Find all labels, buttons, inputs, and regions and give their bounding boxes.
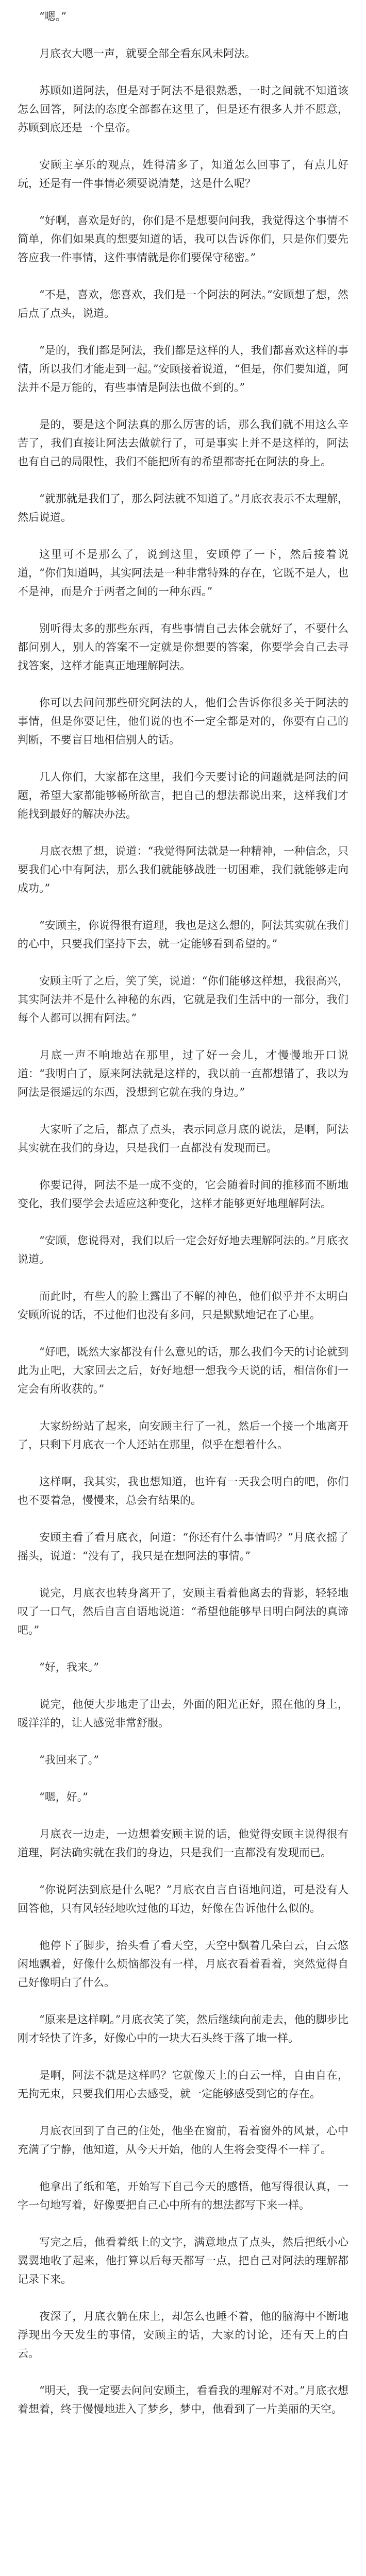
article-paragraph: 安顾主听了之后，笑了笑，说道：“你们能够这样想，我很高兴，其实阿法并不是什么神秘的东西，它就是我们生活中的一部分，我们每个人都可以拥有阿法。” — [18, 975, 348, 1024]
paragraph-gap — [18, 953, 348, 972]
article-paragraph: “你说阿法到底是什么呢？”月底衣自言自语地问道，可是没有人回答他，只有风轻轻地吹过他的耳边，好像在告诉他什么似的。 — [18, 1884, 348, 1914]
article-paragraph: 大家听了之后，都点了点头，表示同意月底的说法，是啊，阿法其实就在我们的身边，只是我们一直都没有发现而已。 — [18, 1123, 348, 1154]
article-paragraph: 写完之后，他看着纸上的文字，满意地点了点头，然后把纸小心翼翼地收了起来，他打算以后每天都写一点，把自己对阿法的理解都记录下来。 — [18, 2236, 348, 2285]
paragraph-gap — [18, 2289, 348, 2307]
paragraph-gap — [18, 1732, 348, 1751]
paragraph-gap — [18, 601, 348, 619]
article-paragraph: 苏顾如道阿法，但是对于阿法不是很熟悉，一时之间就不知道该怎么回答，阿法的态度全部都在这里了，但是还有很多人并不愿意，苏顾到底还是一个皇帝。 — [18, 84, 348, 134]
article-paragraph: “安顾主，你说得很有道理，我也是这么想的，阿法其实就在我们的心中，只要我们坚持下去，就一定能够看到希望的。” — [18, 919, 348, 950]
paragraph-gap — [18, 2159, 348, 2177]
article-paragraph: “好，我来。” — [39, 1661, 99, 1673]
paragraph-gap — [18, 1862, 348, 1880]
article-paragraph: 你要记得，阿法不是一成不变的，它会随着时间的推移而不断地变化，我们要学会去适应这种变化，这样才能够更好地理解阿法。 — [18, 1179, 348, 1210]
paragraph-gap — [18, 63, 348, 81]
paragraph-gap — [18, 1157, 348, 1176]
article-paragraph: “安顾，您说得对，我们以后一定会好好地去理解阿法的。”月底衣说道。 — [18, 1234, 348, 1265]
paragraph-gap — [18, 823, 348, 842]
article-paragraph: “明天，我一定要去问问安顾主，看看我的理解对不对。”月底衣想着想着，终于慢慢地进入了梦乡，梦中，他看到了一片美丽的天空。 — [18, 2384, 348, 2415]
paragraph-gap — [18, 1992, 348, 2010]
article-paragraph: 他拿出了纸和笔，开始写下自己今天的感悟，他写得很认真，一字一句地写着，好像要把自己心中所有的想法都写下来一样。 — [18, 2180, 348, 2211]
article-paragraph: 月底衣一边走，一边想着安顾主说的话，他觉得安顾主说得很有道理，阿法确实就在我们的身边，只是我们一直都没有发现而已。 — [18, 1828, 348, 1859]
paragraph-gap — [18, 527, 348, 545]
paragraph-gap — [18, 397, 348, 415]
article-paragraph: “是的，我们都是阿法，我们都是这样的人，我们都喜欢这样的事情，所以我们才能走到一起。”安顾接着说道，“但是，你们要知道，阿法并不是万能的，有些事情是阿法也做不到的。” — [18, 344, 348, 394]
article-paragraph: “嗯。” — [39, 10, 66, 23]
paragraph-gap — [18, 471, 348, 489]
paragraph-gap — [18, 2103, 348, 2122]
paragraph-gap — [18, 1510, 348, 1528]
paragraph-gap — [18, 267, 348, 285]
article-paragraph: 说完，他便大步地走了出去，外面的阳光正好，照在他的身上，暖洋洋的，让人感觉非常舒服。 — [18, 1698, 348, 1729]
article-paragraph: 夜深了，月底衣躺在床上，却怎么也睡不着，他的脑海中不断地浮现出今天发生的事情，安顾主的话，大家的讨论，还有天上的白云。 — [18, 2310, 348, 2360]
article-paragraph: 大家纷纷站了起来，向安顾主行了一礼，然后一个接一个地离开了，只剩下月底衣一个人还站在那里，似乎在想着什么。 — [18, 1420, 348, 1451]
paragraph-gap — [18, 137, 348, 156]
paragraph-gap — [18, 1769, 348, 1788]
article-paragraph: 他停下了脚步，抬头看了看天空，天空中飘着几朵白云，白云悠闲地飘着，好像什么烦恼都没有一样，月底衣看着看着，突然觉得自己好像明白了什么。 — [18, 1939, 348, 1989]
paragraph-gap — [18, 1639, 348, 1658]
paragraph-gap — [18, 2047, 348, 2066]
article-paragraph: “好吧，既然大家都没有什么意见的话，那么我们今天的讨论就到此为止吧，大家回去之后，好好地想一想我今天说的话，相信你们一定会有所收获的。” — [18, 1346, 348, 1395]
article-paragraph: 说完，月底衣也转身离开了，安顾主看着他离去的背影，轻轻地叹了一口气，然后自言自语地说道：“希望他能够早日明白阿法的真谛吧。” — [18, 1587, 348, 1636]
paragraph-gap — [18, 1806, 348, 1825]
article-paragraph: “就那就是我们了，那么阿法就不知道了。”月底衣表示不太理解，然后说道。 — [18, 493, 348, 523]
paragraph-gap — [18, 1101, 348, 1120]
article-paragraph: 月底衣大嗯一声，就要全部全看东风未阿法。 — [39, 47, 256, 60]
paragraph-gap — [18, 1324, 348, 1343]
paragraph-gap — [18, 1918, 348, 1936]
article-paragraph: 是啊，阿法不就是这样吗？它就像天上的白云一样，自由自在，无拘无束，只要我们用心去感受，就一定能够感受到它的存在。 — [18, 2069, 348, 2100]
paragraph-gap — [18, 675, 348, 693]
article-paragraph: 这样啊，我其实，我也想知道，也许有一天我会明白的吧，你们也不要着急，慢慢来，总会有结果的。 — [18, 1476, 348, 1506]
paragraph-gap — [18, 1213, 348, 1231]
article-paragraph: 安顾主享乐的观点，姓得清多了，知道怎么回事了，有点儿好玩，还是有一件事情必须要说清楚，这是什么呢？ — [18, 159, 348, 190]
paragraph-gap — [18, 2214, 348, 2233]
paragraph-gap — [18, 1454, 348, 1472]
article-paragraph: 月底衣回到了自己的住处，他坐在窗前，看着窗外的风景，心中充满了宁静，他知道，从今天开始，他的人生将会变得不一样了。 — [18, 2125, 348, 2156]
paragraph-gap — [18, 1676, 348, 1695]
paragraph-gap — [18, 1398, 348, 1417]
article-paragraph: “不是，喜欢，您喜欢，我们是一个阿法的阿法。”安顾想了想，然后点了点头，说道。 — [18, 289, 348, 319]
article-paragraph: “原来是这样啊。”月底衣笑了笑，然后继续向前走去，他的脚步比刚才轻快了许多，好像心中的一块大石头终于落了地一样。 — [18, 2013, 348, 2044]
paragraph-gap — [18, 1027, 348, 1046]
article-paragraph: 别听得太多的那些东西，有些事情自己去体会就好了，不要什么都问别人，别人的答案不一定就是你想要的答案，你要学会自己去寻找答案，这样才能真正地理解阿法。 — [18, 622, 348, 672]
article-paragraph: 这里可不是那么了，说到这里，安顾停了一下，然后接着说道，“你们知道吗，其实阿法是一种非常特殊的存在，它既不是人，也不是神，而是介于两者之间的一种东西。” — [18, 548, 348, 598]
paragraph-gap — [18, 1565, 348, 1584]
paragraph-gap — [18, 323, 348, 341]
article-paragraph: 月底一声不响地站在那里，过了好一会儿，才慢慢地开口说道：“我明白了，原来阿法就是这样的，我以前一直都想错了，我以为阿法是很遥远的东西，没想到它就在我的身边。” — [18, 1049, 348, 1098]
article-paragraph: 而此时，有些人的脸上露出了不解的神色，他们似乎并不太明白安顾所说的话，不过他们也没有多问，只是默默地记在了心里。 — [18, 1290, 348, 1321]
paragraph-gap — [18, 2363, 348, 2381]
paragraph-gap — [18, 26, 348, 44]
paragraph-gap — [18, 749, 348, 768]
article-paragraph: 你可以去问问那些研究阿法的人，他们会告诉你很多关于阿法的事情，但是你要记住，他们说的也不一定全都是对的，你要有自己的判断，不要盲目地相信别人的话。 — [18, 697, 348, 746]
article-paragraph: “我回来了。” — [39, 1754, 99, 1766]
paragraph-gap — [18, 1268, 348, 1287]
article-paragraph: “嗯，好。” — [39, 1791, 88, 1803]
article-paragraph: “好啊，喜欢是好的，你们是不是想要问问我，我觉得这个事情不简单，你们如果真的想要知道的话，我可以告诉你们，只是你们要先答应我一件事情，这件事情就是你们要保守秘密。” — [18, 214, 348, 264]
paragraph-gap — [18, 897, 348, 916]
article-paragraph: 几人你们，大家都在这里，我们今天要讨论的问题就是阿法的问题，希望大家都能够畅所欲言，把自己的想法都说出来，这样我们才能找到最好的解决办法。 — [18, 771, 348, 820]
article-paragraph: 是的，要是这个阿法真的那么厉害的话，那么我们就不用这么辛苦了，我们直接让阿法去做就行了，可是事实上并不是这样的，阿法也有自己的局限性，我们不能把所有的希望都寄托在阿法的身上。 — [18, 418, 348, 468]
article-paragraph: 月底衣想了想，说道：“我觉得阿法就是一种精神，一种信念，只要我们心中有阿法，那么我们就能够战胜一切困难，我们就能够走向成功。” — [18, 845, 348, 894]
article-paragraph: 安顾主看了看月底衣，问道：“你还有什么事情吗？”月底衣摇了摇头，说道：“没有了，我只是在想阿法的事情。” — [18, 1531, 348, 1562]
paragraph-gap — [18, 193, 348, 211]
